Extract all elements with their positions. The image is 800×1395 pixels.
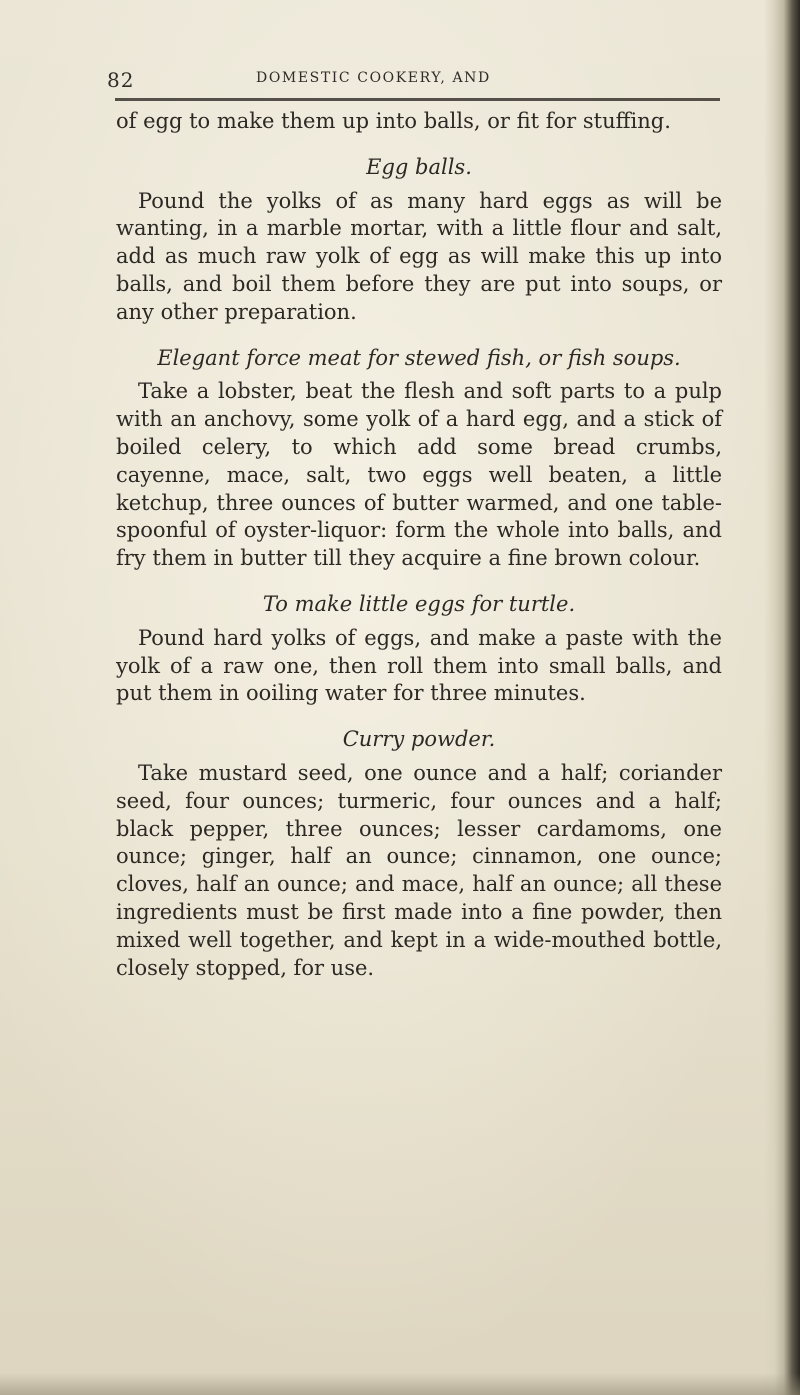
header-rule [115, 98, 720, 101]
book-spine-shadow [764, 0, 800, 1395]
intro-paragraph: of egg to make them up into balls, or fit for stuffing. [116, 109, 671, 133]
section-body-egg-balls: Pound the yolks of as many hard eggs as will be wanting, in a marble mortar, with a little flour and salt, add as much raw yolk of egg as will make this up into balls, and boil them before they are put into soups, or any other preparation. [116, 188, 722, 324]
section-body-force-meat: Take a lobster, beat the flesh and soft parts to a pulp with an anchovy, some yolk of a hard egg, and a stick of boiled celery, to which add some bread crumbs, cayenne, mace, salt, two eggs well beaten, a little ketchup, three ounces of butter warmed, and one table-spoonful of oyster-liquor: form the whole into balls, and fry them in butter till they acquire a fine brown colour. [116, 379, 722, 571]
section-heading-force-meat: Elegant force meat for stewed fish, or fish soups. [157, 345, 681, 370]
section-heading-egg-balls: Egg balls. [366, 154, 472, 179]
section-body-curry-powder: Take mustard seed, one ounce and a half; coriander seed, four ounces; turmeric, four ounces and a half; black pepper, three ounces; lesser cardamoms, one ounce; ginger, half an ounce; cinnamon, one ounce; cloves, half an ounce; and mace, half an ounce; all these ingredients must be first made into a fine powder, then mixed well together, and kept in a wide-mouthed bottle, closely stopped, for use. [116, 760, 722, 980]
page-number: 82 [107, 68, 135, 92]
section-heading-curry-powder: Curry powder. [342, 727, 496, 752]
section-body-little-eggs: Pound hard yolks of eggs, and make a paste with the yolk of a raw one, then roll them into small balls, and put them in ooiling water for three minutes. [116, 625, 722, 706]
page-bottom-shadow [0, 1373, 800, 1395]
running-head [0, 68, 800, 92]
page-text [116, 108, 722, 982]
section-heading-little-eggs: To make little eggs for turtle. [262, 591, 576, 616]
running-title: DOMESTIC COOKERY, AND [256, 70, 491, 86]
